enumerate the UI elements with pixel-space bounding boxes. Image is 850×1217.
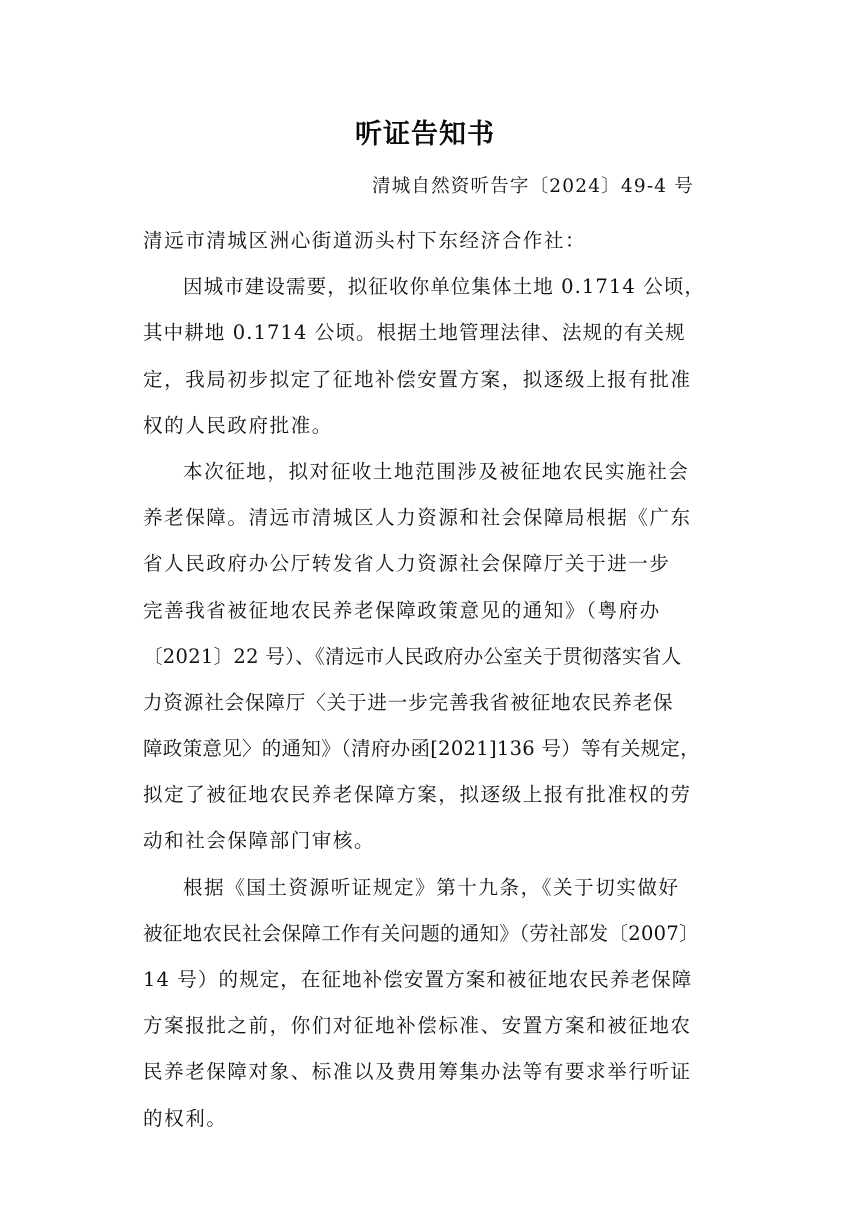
paragraph-1-line: 因城市建设需要，拟征收你单位集体土地 0.1714 公顷，: [183, 275, 706, 299]
paragraph-3-line: 民养老保障对象、标准以及费用筹集办法等有要求举行听证: [143, 1060, 692, 1084]
paragraph-1-line: 定，我局初步拟定了征地补偿安置方案，拟逐级上报有批准: [143, 367, 692, 391]
paragraph-2-line: 力资源社会保障厅〈关于进一步完善我省被征地农民养老保: [143, 690, 674, 714]
paragraph-2-line: 本次征地，拟对征收土地范围涉及被征地农民实施社会: [183, 459, 690, 483]
document-number: 清城自然资听告字〔2024〕49-4 号: [372, 176, 695, 197]
paragraph-1-line: 其中耕地 0.1714 公顷。根据土地管理法律、法规的有关规: [143, 321, 686, 345]
paragraph-2-line: 〔2021〕22 号）、《清远市人民政府办公室关于贯彻落实省人: [143, 644, 682, 668]
paragraph-2-line: 省人民政府办公厅转发省人力资源社会保障厅关于进一步: [143, 552, 671, 576]
paragraph-2-line: 拟定了被征地农民养老保障方案，拟逐级上报有批准权的劳: [143, 783, 692, 807]
paragraph-3-line: 的权利。: [143, 1106, 228, 1130]
paragraph-3-line: 14 号）的规定，在征地补偿安置方案和被征地农民养老保障: [143, 968, 693, 991]
paragraph-3-line: 被征地农民社会保障工作有关问题的通知》（劳社部发〔2007〕: [143, 921, 699, 945]
document-title: 听证告知书: [355, 119, 495, 150]
paragraph-2-line: 动和社会保障部门审核。: [143, 829, 376, 853]
addressee: 清远市清城区洲心街道沥头村下东经济合作社：: [143, 229, 587, 252]
paragraph-2-line: 完善我省被征地农民养老保障政策意见的通知》（粤府办: [143, 598, 661, 622]
document-body: [143, 230, 709, 1154]
paragraph-3-line: 根据《国土资源听证规定》第十九条，《关于切实做好: [183, 875, 680, 899]
paragraph-3-line: 方案报批之前，你们对征地补偿标准、安置方案和被征地农: [143, 1014, 692, 1038]
paragraph-2-line: 障政策意见〉的通知》（清府办函[2021]136 号）等有关规定，: [143, 737, 700, 761]
paragraph-1-line: 权的人民政府批准。: [143, 413, 333, 437]
paragraph-2-line: 养老保障。清远市清城区人力资源和社会保障局根据《广东: [143, 506, 692, 530]
